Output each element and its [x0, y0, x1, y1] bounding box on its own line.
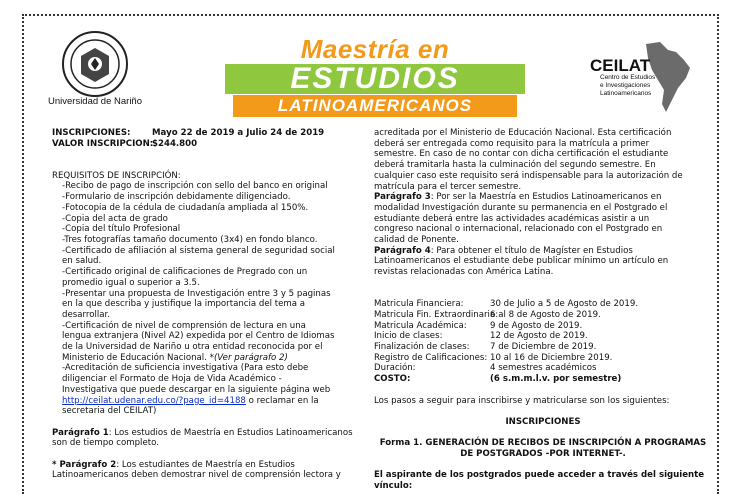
list-item-cont: [62, 396, 364, 407]
text-line: congreso nacional o internacional, relacionado con el Postgrado en: [374, 224, 663, 235]
paragrafo-label: Parágrafo 4: [374, 245, 431, 256]
paragrafo-1: [52, 428, 364, 439]
ceilat-subtitle-line: Centro de Estudios: [600, 74, 656, 81]
list-item: -Presentar una propuesta de Investigación entre 3 y 5 paginas: [62, 288, 331, 299]
list-item-cont: Investigativa que puede descargar en la siguiente página web: [62, 384, 331, 395]
text-line: Latinoamericanos el estudiante debe publicar mínimo un artículo en: [374, 256, 669, 267]
list-item: -Certificado de afiliación al sistema general de seguridad social: [62, 245, 335, 256]
schedule-value: 9 de Agosto de 2019.: [490, 320, 583, 331]
program-banner: [225, 34, 525, 118]
paragrafo-2: [52, 460, 364, 471]
list-item: -Certificado original de calificaciones de Pregrado con un: [62, 267, 308, 278]
page-border-right: [717, 14, 719, 494]
schedule-table: [374, 299, 712, 385]
list-item: -Tres fotografías tamaño documento (3x4) en fondo blanco.: [62, 235, 318, 245]
list-item: -Formulario de inscripción debidamente diligenciado.: [62, 192, 291, 203]
list-item-cont: diligenciar el Formato de Hoja de Vida Académico -: [62, 374, 282, 385]
list-item-cont: [62, 353, 364, 364]
ceilat-logo-title: CEILAT: [590, 56, 651, 75]
paragrafo-label: * Parágrafo 2: [52, 459, 117, 470]
schedule-label: Registro de Calificaciones:: [374, 352, 488, 363]
list-item-cont: de la Universidad de Nariño u otra entidad reconocida por el: [62, 342, 323, 353]
inscripciones-dates: Mayo 22 de 2019 a Julio 24 de 2019: [152, 128, 325, 138]
paragrafo-3: [374, 192, 712, 203]
paragrafo-1-cont: son de tiempo completo.: [52, 438, 159, 449]
text: : Para obtener el título de Magíster en Estudios: [430, 245, 633, 256]
schedule-label: Duración:: [374, 363, 416, 374]
text-line: acreditada por el Ministerio de Educación Nacional. Esta certificación: [374, 128, 672, 138]
text: : Por ser la Maestría en Estudios Latinoamericanos en: [430, 192, 662, 203]
ceilat-logo-subtitle: [600, 74, 680, 98]
text-line: deberá ser entregada como requisito para la matrícula a primer: [374, 138, 650, 149]
text: o reclamar en la: [245, 395, 319, 406]
costo-label: COSTO:: [374, 374, 411, 385]
text-line: matrícula para el tercer semestre.: [374, 181, 522, 192]
paragrafo-label: Parágrafo 3: [374, 192, 431, 203]
text: : Los estudiantes de Maestría en Estudios: [116, 459, 295, 470]
list-item-cont: desarrollar.: [62, 309, 110, 320]
schedule-value: 30 de Julio a 5 de Agosto de 2019.: [490, 299, 639, 310]
text: Ministerio de Educación Nacional.: [62, 352, 210, 363]
ceilat-subtitle-line: Latinoamericanos: [600, 90, 652, 97]
list-item-cont: promedio igual o superior a 3.5.: [62, 277, 200, 288]
university-caption: Universidad de Nariño: [48, 96, 142, 107]
text-line: revistas relacionadas con América Latina.: [374, 267, 554, 278]
schedule-value: 4 semestres académicos: [490, 363, 597, 374]
banner-line-estudios: ESTUDIOS: [225, 64, 525, 94]
valor-value: $244.800: [152, 138, 198, 149]
schedule-label: Matricula Fin. Extraordinaria:: [374, 309, 499, 320]
forma1-heading-cont: DE POSTGRADOS -POR INTERNET-.: [460, 449, 626, 460]
list-item-cont: lengua extranjera (Nivel A2) expedida por el Centro de Idiomas: [62, 331, 335, 342]
requisitos-heading: REQUISITOS DE INSCRIPCIÓN:: [52, 170, 181, 181]
list-item: -Acreditación de suficiencia investigativa (Para esto debe: [62, 363, 309, 374]
aspirante-text-cont: vínculo:: [374, 481, 413, 492]
schedule-value: 7 de Diciembre de 2019.: [490, 342, 597, 353]
page-border-top: [22, 14, 719, 16]
list-item: -Copia del acta de grado: [62, 213, 168, 224]
schedule-value: 6 al 8 de Agosto de 2019.: [490, 309, 601, 320]
schedule-value: 10 al 16 de Diciembre 2019.: [490, 352, 613, 363]
schedule-label: Inicio de clases:: [374, 331, 443, 342]
text-line: semestre. En caso de no contar con dicha certificación el estudiante: [374, 149, 669, 160]
list-item: -Recibo de pago de inscripción con sello del banco en original: [62, 181, 328, 192]
list-item: -Certificación de nivel de comprensión de lectura en una: [62, 320, 306, 331]
pasos-text: Los pasos a seguir para inscribirse y matricularse son los siguientes:: [374, 395, 670, 406]
left-column: [52, 128, 364, 481]
forma1-heading: Forma 1. GENERACIÓN DE RECIBOS DE INSCRIPCIÓN A PROGRAMAS: [379, 438, 707, 449]
aspirante-text: El aspirante de los postgrados puede acceder a través del siguiente: [374, 470, 705, 481]
paragrafo-2-cont: Latinoamericanos deben demostrar nivel de comprensión lectora y: [52, 470, 341, 481]
text-line: calidad de Ponente.: [374, 235, 459, 246]
schedule-label: Matricula Financiera:: [374, 299, 464, 310]
inscripciones-row: [52, 128, 364, 139]
schedule-label: Finalización de clases:: [374, 342, 470, 353]
list-item-cont: en la que describa y justifique la importancia del tema a: [62, 299, 306, 310]
text-line: cualquier caso este requisito será indispensable para la autorización de: [374, 170, 683, 181]
costo-value: (6 s.m.m.l.v. por semestre): [490, 374, 622, 385]
requisitos-list: [52, 181, 364, 416]
list-item: -Copia del título Profesional: [62, 224, 181, 235]
banner-line-latinoamericanos: LATINOAMERICANOS: [233, 95, 517, 117]
ver-paragrafo-note: *(Ver parágrafo 2): [209, 352, 288, 363]
valor-row: [52, 139, 364, 150]
list-item-cont: secretaria del CEILAT): [62, 406, 157, 417]
text-line: deberá tramitarla hasta la culminación del segundo semestre. En: [374, 160, 656, 171]
valor-label: VALOR INSCRIPCION:: [52, 138, 154, 149]
ceilat-subtitle-line: e Investigaciones: [600, 82, 651, 89]
inscripciones-heading: INSCRIPCIONES: [505, 416, 581, 427]
page-border-left: [22, 14, 24, 494]
list-item: -Fotocopia de la cédula de ciudadanía ampliada al 150%.: [62, 202, 309, 213]
schedule-label: Matricula Académica:: [374, 320, 467, 331]
ceilat-form-link[interactable]: http://ceilat.udenar.edu.co/?page_id=4188: [62, 395, 246, 406]
paragrafo-label: Parágrafo 1: [52, 427, 109, 438]
text-line: modalidad Investigación durante su permanencia en el Postgrado el: [374, 202, 668, 213]
banner-line-maestria: Maestría en: [300, 34, 450, 64]
list-item-cont: en salud.: [62, 256, 102, 267]
text: : Los estudios de Maestría en Estudios Latinoamericanos: [108, 427, 353, 438]
text-line: estudiante deberá entre las actividades académicas asistir a un: [374, 213, 650, 224]
paragrafo-4: [374, 246, 712, 257]
right-column: [374, 128, 712, 492]
schedule-value: 12 de Agosto de 2019.: [490, 331, 588, 342]
inscripciones-label: INSCRIPCIONES:: [52, 128, 131, 138]
